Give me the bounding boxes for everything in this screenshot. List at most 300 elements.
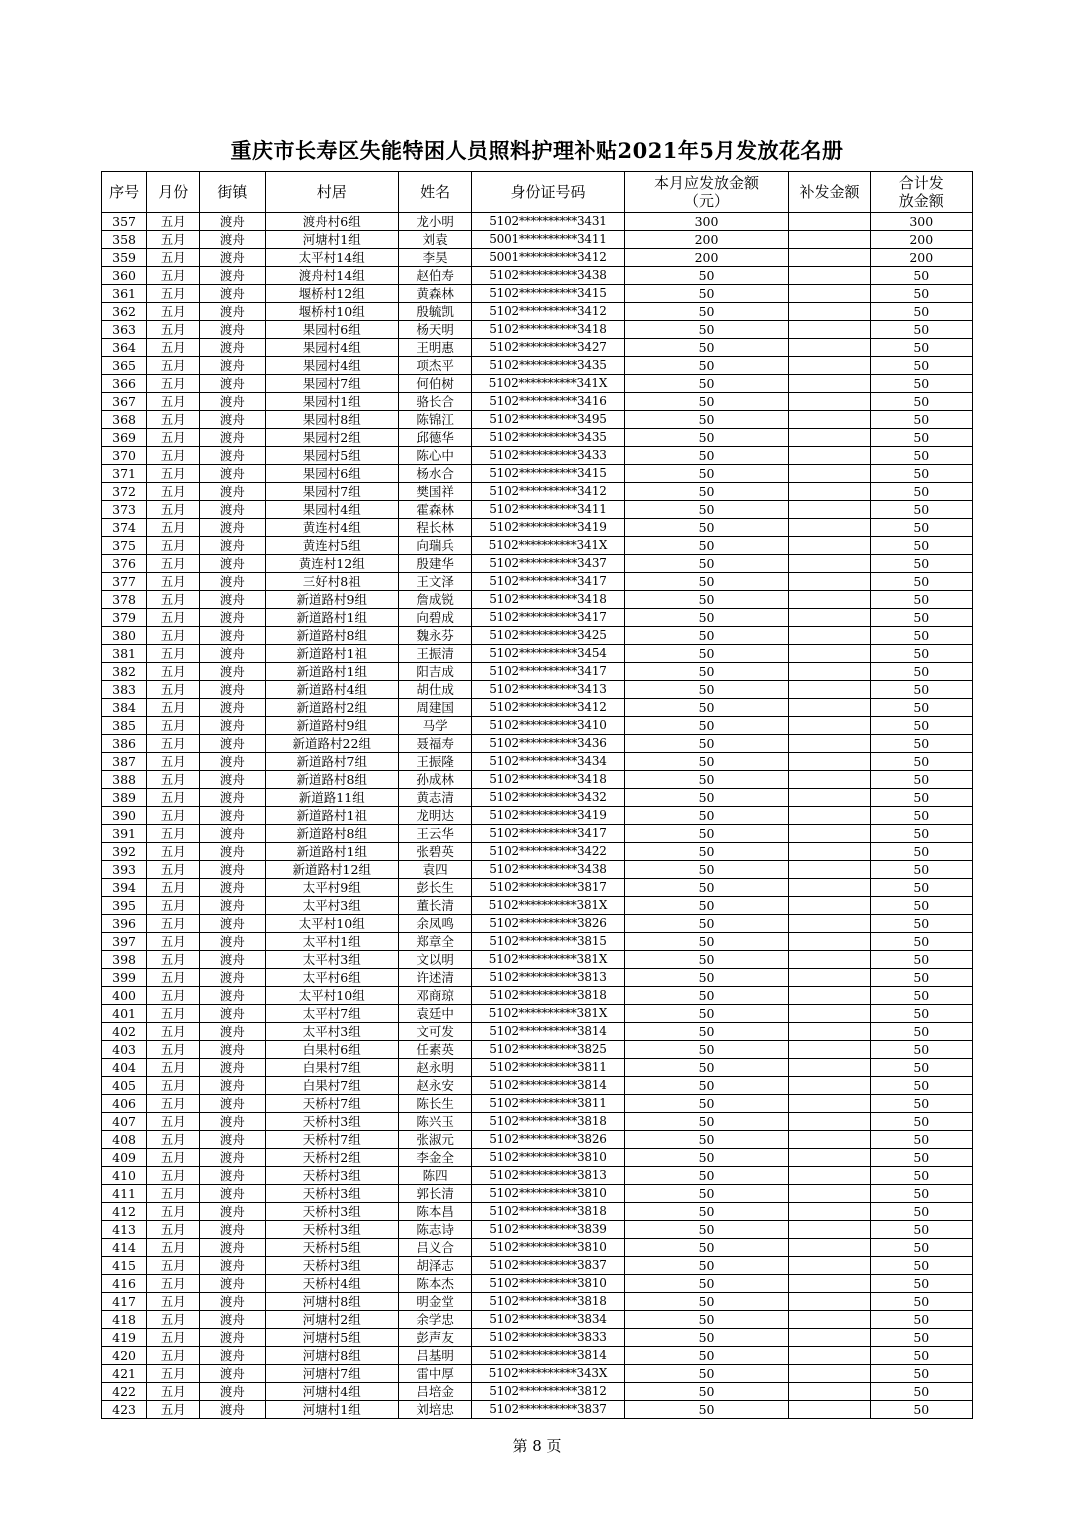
table-row	[102, 645, 973, 663]
cell-monthly-amount: 50	[624, 1221, 789, 1239]
cell-town: 渡舟	[200, 555, 265, 573]
cell-index: 377	[102, 573, 147, 591]
table-row	[102, 825, 973, 843]
cell-id-number: 5102**********3811	[472, 1059, 625, 1077]
cell-total: 50	[870, 483, 972, 501]
cell-month: 五月	[147, 267, 200, 285]
cell-back-pay	[789, 1401, 870, 1419]
cell-month: 五月	[147, 1203, 200, 1221]
cell-village: 天桥村3组	[265, 1203, 398, 1221]
cell-id-number: 5102**********3454	[472, 645, 625, 663]
cell-name: 殷建华	[398, 555, 471, 573]
col-header-village: 村居	[265, 172, 398, 213]
table-row	[102, 1221, 973, 1239]
cell-month: 五月	[147, 1347, 200, 1365]
col-header-name: 姓名	[398, 172, 471, 213]
cell-town: 渡舟	[200, 825, 265, 843]
cell-total: 200	[870, 231, 972, 249]
cell-month: 五月	[147, 717, 200, 735]
cell-back-pay	[789, 1275, 870, 1293]
table-row	[102, 1041, 973, 1059]
cell-id-number: 5102**********3419	[472, 519, 625, 537]
cell-name: 刘袁	[398, 231, 471, 249]
cell-town: 渡舟	[200, 1185, 265, 1203]
cell-id-number: 5102**********3826	[472, 1131, 625, 1149]
table-row	[102, 519, 973, 537]
cell-monthly-amount: 50	[624, 753, 789, 771]
cell-id-number: 5102**********3415	[472, 465, 625, 483]
table-row	[102, 897, 973, 915]
cell-id-number: 5102**********3418	[472, 591, 625, 609]
cell-town: 渡舟	[200, 1041, 265, 1059]
cell-id-number: 5102**********381X	[472, 951, 625, 969]
table-row	[102, 915, 973, 933]
cell-id-number: 5102**********3438	[472, 861, 625, 879]
cell-village: 堰桥村10组	[265, 303, 398, 321]
cell-total: 50	[870, 1329, 972, 1347]
table-row	[102, 1131, 973, 1149]
cell-village: 新道路村4组	[265, 681, 398, 699]
cell-total: 50	[870, 1203, 972, 1221]
cell-name: 陈长生	[398, 1095, 471, 1113]
header-row	[102, 172, 973, 213]
table-row	[102, 771, 973, 789]
cell-month: 五月	[147, 213, 200, 231]
cell-month: 五月	[147, 375, 200, 393]
cell-month: 五月	[147, 789, 200, 807]
cell-id-number: 5001**********3412	[472, 249, 625, 267]
cell-total: 50	[870, 1311, 972, 1329]
cell-name: 陈心中	[398, 447, 471, 465]
cell-name: 袁四	[398, 861, 471, 879]
cell-town: 渡舟	[200, 771, 265, 789]
cell-back-pay	[789, 1095, 870, 1113]
cell-village: 三好村8祖	[265, 573, 398, 591]
cell-village: 太平村10组	[265, 987, 398, 1005]
cell-back-pay	[789, 735, 870, 753]
cell-town: 渡舟	[200, 951, 265, 969]
cell-town: 渡舟	[200, 897, 265, 915]
cell-back-pay	[789, 699, 870, 717]
cell-month: 五月	[147, 339, 200, 357]
cell-back-pay	[789, 501, 870, 519]
cell-id-number: 5102**********3418	[472, 771, 625, 789]
cell-id-number: 5102**********3417	[472, 573, 625, 591]
cell-index: 369	[102, 429, 147, 447]
roster-body	[102, 213, 973, 1419]
cell-month: 五月	[147, 1041, 200, 1059]
cell-id-number: 5102**********3437	[472, 555, 625, 573]
cell-total: 50	[870, 375, 972, 393]
cell-monthly-amount: 50	[624, 555, 789, 573]
cell-monthly-amount: 50	[624, 717, 789, 735]
table-row	[102, 303, 973, 321]
cell-name: 赵永安	[398, 1077, 471, 1095]
cell-total: 50	[870, 1257, 972, 1275]
cell-month: 五月	[147, 645, 200, 663]
cell-total: 50	[870, 1077, 972, 1095]
cell-index: 376	[102, 555, 147, 573]
cell-monthly-amount: 50	[624, 1311, 789, 1329]
col-header-month: 月份	[147, 172, 200, 213]
cell-town: 渡舟	[200, 1221, 265, 1239]
cell-total: 50	[870, 1365, 972, 1383]
cell-name: 殷毓凯	[398, 303, 471, 321]
cell-index: 413	[102, 1221, 147, 1239]
cell-village: 果园村2组	[265, 429, 398, 447]
cell-index: 407	[102, 1113, 147, 1131]
cell-back-pay	[789, 465, 870, 483]
cell-monthly-amount: 50	[624, 1005, 789, 1023]
cell-town: 渡舟	[200, 267, 265, 285]
col-header-id-number: 身份证号码	[472, 172, 625, 213]
table-row	[102, 393, 973, 411]
cell-village: 太平村1组	[265, 933, 398, 951]
cell-town: 渡舟	[200, 1275, 265, 1293]
cell-town: 渡舟	[200, 339, 265, 357]
cell-id-number: 5102**********3811	[472, 1095, 625, 1113]
cell-village: 新道路村1祖	[265, 645, 398, 663]
cell-name: 赵伯寿	[398, 267, 471, 285]
col-header-town: 街镇	[200, 172, 265, 213]
cell-back-pay	[789, 339, 870, 357]
cell-name: 邓商琼	[398, 987, 471, 1005]
cell-name: 向瑞兵	[398, 537, 471, 555]
table-row	[102, 321, 973, 339]
cell-id-number: 5102**********3818	[472, 1293, 625, 1311]
cell-month: 五月	[147, 519, 200, 537]
cell-monthly-amount: 50	[624, 1023, 789, 1041]
cell-village: 新道路11组	[265, 789, 398, 807]
cell-month: 五月	[147, 1275, 200, 1293]
table-row	[102, 1167, 973, 1185]
cell-total: 50	[870, 681, 972, 699]
cell-village: 河塘村8组	[265, 1347, 398, 1365]
cell-index: 401	[102, 1005, 147, 1023]
cell-index: 392	[102, 843, 147, 861]
cell-back-pay	[789, 951, 870, 969]
cell-village: 黄连村12组	[265, 555, 398, 573]
cell-town: 渡舟	[200, 1023, 265, 1041]
cell-town: 渡舟	[200, 1257, 265, 1275]
cell-back-pay	[789, 537, 870, 555]
cell-back-pay	[789, 987, 870, 1005]
cell-monthly-amount: 50	[624, 375, 789, 393]
cell-monthly-amount: 50	[624, 1059, 789, 1077]
cell-back-pay	[789, 411, 870, 429]
cell-id-number: 5102**********3434	[472, 753, 625, 771]
cell-id-number: 5102**********3818	[472, 1203, 625, 1221]
cell-index: 389	[102, 789, 147, 807]
cell-village: 新道路村9组	[265, 591, 398, 609]
cell-total: 50	[870, 699, 972, 717]
table-row	[102, 1023, 973, 1041]
table-row	[102, 987, 973, 1005]
cell-month: 五月	[147, 357, 200, 375]
cell-month: 五月	[147, 969, 200, 987]
cell-id-number: 5102**********3422	[472, 843, 625, 861]
cell-town: 渡舟	[200, 609, 265, 627]
cell-total: 50	[870, 645, 972, 663]
cell-monthly-amount: 50	[624, 609, 789, 627]
cell-id-number: 5102**********3818	[472, 987, 625, 1005]
cell-village: 新道路村22组	[265, 735, 398, 753]
cell-town: 渡舟	[200, 1113, 265, 1131]
table-row	[102, 1149, 973, 1167]
cell-name: 吕基明	[398, 1347, 471, 1365]
cell-town: 渡舟	[200, 591, 265, 609]
cell-back-pay	[789, 1041, 870, 1059]
cell-town: 渡舟	[200, 681, 265, 699]
cell-back-pay	[789, 1365, 870, 1383]
cell-month: 五月	[147, 303, 200, 321]
cell-total: 50	[870, 1275, 972, 1293]
cell-id-number: 5102**********3826	[472, 915, 625, 933]
cell-month: 五月	[147, 609, 200, 627]
cell-total: 50	[870, 1293, 972, 1311]
cell-monthly-amount: 50	[624, 483, 789, 501]
cell-id-number: 5102**********3427	[472, 339, 625, 357]
table-row	[102, 1257, 973, 1275]
cell-total: 50	[870, 789, 972, 807]
cell-town: 渡舟	[200, 807, 265, 825]
cell-monthly-amount: 50	[624, 465, 789, 483]
cell-town: 渡舟	[200, 429, 265, 447]
cell-monthly-amount: 50	[624, 303, 789, 321]
cell-id-number: 5102**********3425	[472, 627, 625, 645]
cell-village: 果园村7组	[265, 375, 398, 393]
cell-village: 天桥村3组	[265, 1113, 398, 1131]
cell-monthly-amount: 50	[624, 1401, 789, 1419]
cell-name: 文可发	[398, 1023, 471, 1041]
table-row	[102, 1059, 973, 1077]
cell-index: 364	[102, 339, 147, 357]
cell-index: 362	[102, 303, 147, 321]
cell-id-number: 5102**********3412	[472, 303, 625, 321]
cell-monthly-amount: 50	[624, 1113, 789, 1131]
cell-total: 50	[870, 915, 972, 933]
cell-month: 五月	[147, 1185, 200, 1203]
table-row	[102, 1275, 973, 1293]
cell-total: 50	[870, 1005, 972, 1023]
cell-total: 50	[870, 303, 972, 321]
cell-name: 詹成锐	[398, 591, 471, 609]
table-row	[102, 1239, 973, 1257]
cell-name: 陈兴玉	[398, 1113, 471, 1131]
cell-id-number: 5102**********3810	[472, 1149, 625, 1167]
cell-month: 五月	[147, 1365, 200, 1383]
cell-total: 50	[870, 825, 972, 843]
cell-village: 新道路村2组	[265, 699, 398, 717]
cell-name: 吕培金	[398, 1383, 471, 1401]
col-header-back-pay: 补发金额	[789, 172, 870, 213]
cell-index: 419	[102, 1329, 147, 1347]
cell-index: 367	[102, 393, 147, 411]
cell-index: 416	[102, 1275, 147, 1293]
cell-back-pay	[789, 483, 870, 501]
cell-town: 渡舟	[200, 465, 265, 483]
cell-town: 渡舟	[200, 303, 265, 321]
cell-monthly-amount: 50	[624, 1041, 789, 1059]
cell-name: 陈四	[398, 1167, 471, 1185]
cell-monthly-amount: 50	[624, 627, 789, 645]
cell-back-pay	[789, 825, 870, 843]
cell-total: 50	[870, 609, 972, 627]
cell-back-pay	[789, 1059, 870, 1077]
cell-month: 五月	[147, 1005, 200, 1023]
cell-index: 378	[102, 591, 147, 609]
cell-monthly-amount: 50	[624, 969, 789, 987]
cell-village: 果园村7组	[265, 483, 398, 501]
cell-village: 河塘村2组	[265, 1311, 398, 1329]
cell-town: 渡舟	[200, 249, 265, 267]
table-row	[102, 249, 973, 267]
cell-month: 五月	[147, 537, 200, 555]
table-row	[102, 789, 973, 807]
cell-total: 50	[870, 411, 972, 429]
cell-back-pay	[789, 1005, 870, 1023]
cell-name: 周建国	[398, 699, 471, 717]
cell-total: 50	[870, 1095, 972, 1113]
cell-monthly-amount: 50	[624, 933, 789, 951]
cell-total: 50	[870, 1149, 972, 1167]
table-row	[102, 735, 973, 753]
cell-month: 五月	[147, 555, 200, 573]
cell-village: 渡舟村14组	[265, 267, 398, 285]
cell-village: 太平村9组	[265, 879, 398, 897]
cell-month: 五月	[147, 1077, 200, 1095]
cell-total: 50	[870, 1185, 972, 1203]
cell-town: 渡舟	[200, 789, 265, 807]
cell-id-number: 5102**********3410	[472, 717, 625, 735]
cell-month: 五月	[147, 285, 200, 303]
cell-name: 李金全	[398, 1149, 471, 1167]
cell-total: 50	[870, 951, 972, 969]
cell-monthly-amount: 50	[624, 591, 789, 609]
cell-name: 余学忠	[398, 1311, 471, 1329]
table-row	[102, 483, 973, 501]
cell-index: 418	[102, 1311, 147, 1329]
cell-monthly-amount: 50	[624, 411, 789, 429]
cell-town: 渡舟	[200, 519, 265, 537]
cell-monthly-amount: 50	[624, 681, 789, 699]
cell-back-pay	[789, 357, 870, 375]
cell-index: 390	[102, 807, 147, 825]
cell-monthly-amount: 50	[624, 843, 789, 861]
cell-village: 太平村10组	[265, 915, 398, 933]
cell-village: 天桥村3组	[265, 1257, 398, 1275]
cell-name: 明金堂	[398, 1293, 471, 1311]
cell-village: 天桥村2组	[265, 1149, 398, 1167]
cell-index: 368	[102, 411, 147, 429]
table-row	[102, 375, 973, 393]
cell-back-pay	[789, 897, 870, 915]
cell-index: 394	[102, 879, 147, 897]
cell-month: 五月	[147, 807, 200, 825]
table-row	[102, 1293, 973, 1311]
cell-village: 河塘村1组	[265, 1401, 398, 1419]
col-header-total: 合计发放金额	[870, 172, 972, 213]
cell-id-number: 5102**********3814	[472, 1077, 625, 1095]
cell-index: 386	[102, 735, 147, 753]
cell-name: 王云华	[398, 825, 471, 843]
cell-village: 果园村4组	[265, 501, 398, 519]
cell-total: 50	[870, 573, 972, 591]
cell-name: 何伯树	[398, 375, 471, 393]
cell-monthly-amount: 50	[624, 951, 789, 969]
cell-total: 50	[870, 1041, 972, 1059]
cell-back-pay	[789, 789, 870, 807]
cell-back-pay	[789, 609, 870, 627]
cell-back-pay	[789, 1023, 870, 1041]
cell-id-number: 5102**********3812	[472, 1383, 625, 1401]
cell-back-pay	[789, 753, 870, 771]
table-row	[102, 429, 973, 447]
cell-index: 395	[102, 897, 147, 915]
cell-monthly-amount: 50	[624, 1203, 789, 1221]
cell-back-pay	[789, 429, 870, 447]
cell-monthly-amount: 50	[624, 807, 789, 825]
table-row	[102, 807, 973, 825]
cell-id-number: 5102**********3813	[472, 1167, 625, 1185]
cell-total: 50	[870, 897, 972, 915]
cell-back-pay	[789, 1293, 870, 1311]
cell-id-number: 5102**********3815	[472, 933, 625, 951]
cell-back-pay	[789, 1131, 870, 1149]
cell-town: 渡舟	[200, 879, 265, 897]
cell-index: 399	[102, 969, 147, 987]
cell-back-pay	[789, 771, 870, 789]
cell-village: 新道路村1祖	[265, 807, 398, 825]
cell-index: 410	[102, 1167, 147, 1185]
cell-back-pay	[789, 573, 870, 591]
cell-total: 50	[870, 465, 972, 483]
cell-back-pay	[789, 879, 870, 897]
cell-index: 397	[102, 933, 147, 951]
cell-village: 果园村8组	[265, 411, 398, 429]
cell-monthly-amount: 50	[624, 879, 789, 897]
cell-town: 渡舟	[200, 1311, 265, 1329]
cell-name: 阳吉成	[398, 663, 471, 681]
cell-total: 300	[870, 213, 972, 231]
cell-back-pay	[789, 1329, 870, 1347]
cell-name: 项杰平	[398, 357, 471, 375]
table-row	[102, 879, 973, 897]
cell-village: 太平村6组	[265, 969, 398, 987]
cell-back-pay	[789, 213, 870, 231]
cell-village: 太平村14组	[265, 249, 398, 267]
cell-monthly-amount: 50	[624, 321, 789, 339]
cell-name: 霍森林	[398, 501, 471, 519]
cell-total: 50	[870, 1023, 972, 1041]
cell-month: 五月	[147, 1401, 200, 1419]
cell-town: 渡舟	[200, 285, 265, 303]
cell-total: 50	[870, 267, 972, 285]
cell-monthly-amount: 50	[624, 1329, 789, 1347]
table-row	[102, 1203, 973, 1221]
cell-id-number: 5102**********3810	[472, 1275, 625, 1293]
cell-name: 孙成林	[398, 771, 471, 789]
cell-back-pay	[789, 267, 870, 285]
cell-index: 388	[102, 771, 147, 789]
cell-town: 渡舟	[200, 1059, 265, 1077]
cell-total: 50	[870, 807, 972, 825]
cell-town: 渡舟	[200, 375, 265, 393]
table-row	[102, 1365, 973, 1383]
cell-total: 50	[870, 357, 972, 375]
cell-village: 新道路村7组	[265, 753, 398, 771]
cell-month: 五月	[147, 411, 200, 429]
